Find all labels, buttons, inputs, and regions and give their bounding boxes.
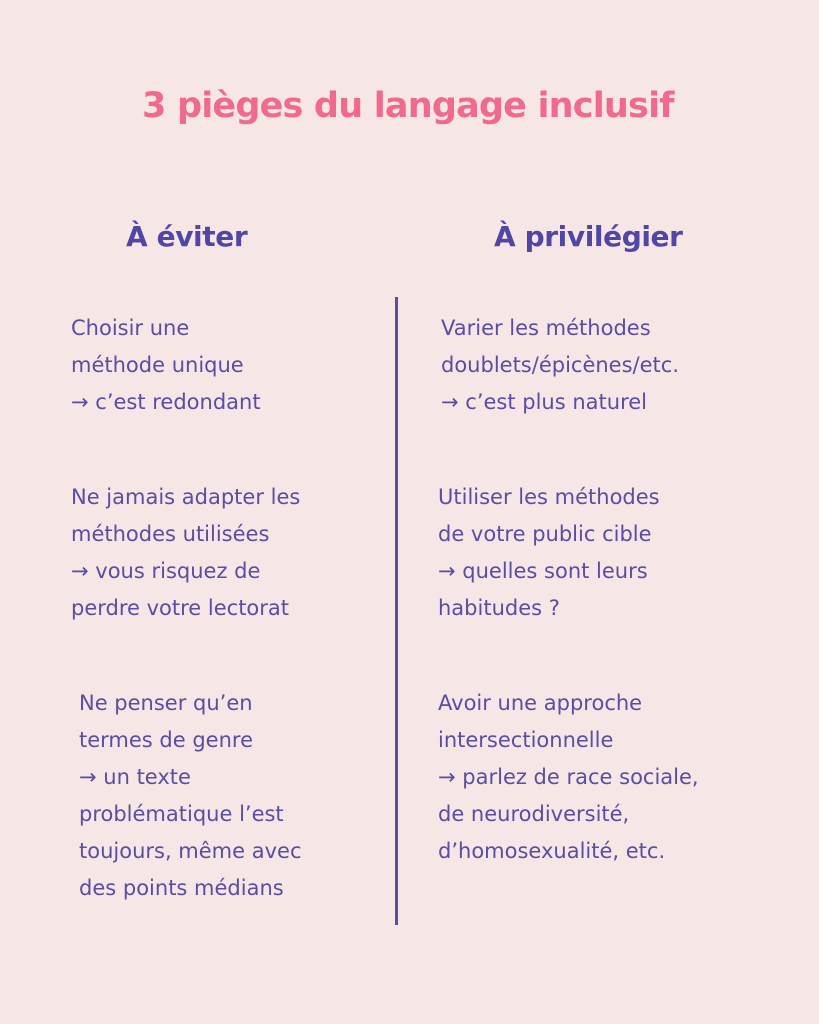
- avoid-item-3-line-3: → un texte: [79, 765, 191, 789]
- prefer-item-2: [438, 479, 660, 627]
- prefer-item-3-line-1: Avoir une approche: [438, 691, 643, 715]
- avoid-item-3-line-4: problématique l’est: [79, 802, 284, 826]
- column-divider: [395, 297, 398, 925]
- page-title: 3 pièges du langage inclusif: [142, 86, 674, 126]
- prefer-item-1: [441, 310, 679, 421]
- prefer-item-1-line-2: doublets/épicènes/etc.: [441, 353, 679, 377]
- prefer-item-1-line-3: → c’est plus naturel: [441, 390, 648, 414]
- avoid-item-2-line-3: → vous risquez de: [71, 559, 261, 583]
- avoid-item-2-line-1: Ne jamais adapter les: [71, 485, 301, 509]
- column-heading-avoid: À éviter: [126, 220, 248, 253]
- prefer-item-3-line-3: → parlez de race sociale,: [438, 765, 699, 789]
- avoid-item-2-line-4: perdre votre lectorat: [71, 596, 290, 620]
- avoid-item-2: [71, 479, 300, 627]
- prefer-item-3: [438, 685, 699, 870]
- avoid-item-2-line-2: méthodes utilisées: [71, 522, 270, 546]
- avoid-item-3-line-5: toujours, même avec: [79, 839, 302, 863]
- prefer-item-2-line-2: de votre public cible: [438, 522, 652, 546]
- avoid-item-3: [79, 685, 302, 907]
- column-heading-prefer: À privilégier: [494, 220, 683, 253]
- avoid-item-3-line-1: Ne penser qu’en: [79, 691, 253, 715]
- prefer-item-2-line-3: → quelles sont leurs: [438, 559, 648, 583]
- prefer-item-2-line-1: Utiliser les méthodes: [438, 485, 660, 509]
- prefer-item-3-line-4: de neurodiversité,: [438, 802, 630, 826]
- avoid-item-1-line-2: méthode unique: [71, 353, 244, 377]
- avoid-item-1-line-3: → c’est redondant: [71, 390, 261, 414]
- avoid-item-1: [71, 310, 261, 421]
- avoid-item-3-line-6: des points médians: [79, 876, 284, 900]
- prefer-item-3-line-5: d’homosexualité, etc.: [438, 839, 666, 863]
- prefer-item-1-line-1: Varier les méthodes: [441, 316, 651, 340]
- avoid-item-3-line-2: termes de genre: [79, 728, 253, 752]
- avoid-item-1-line-1: Choisir une: [71, 316, 190, 340]
- prefer-item-2-line-4: habitudes ?: [438, 596, 560, 620]
- prefer-item-3-line-2: intersectionnelle: [438, 728, 614, 752]
